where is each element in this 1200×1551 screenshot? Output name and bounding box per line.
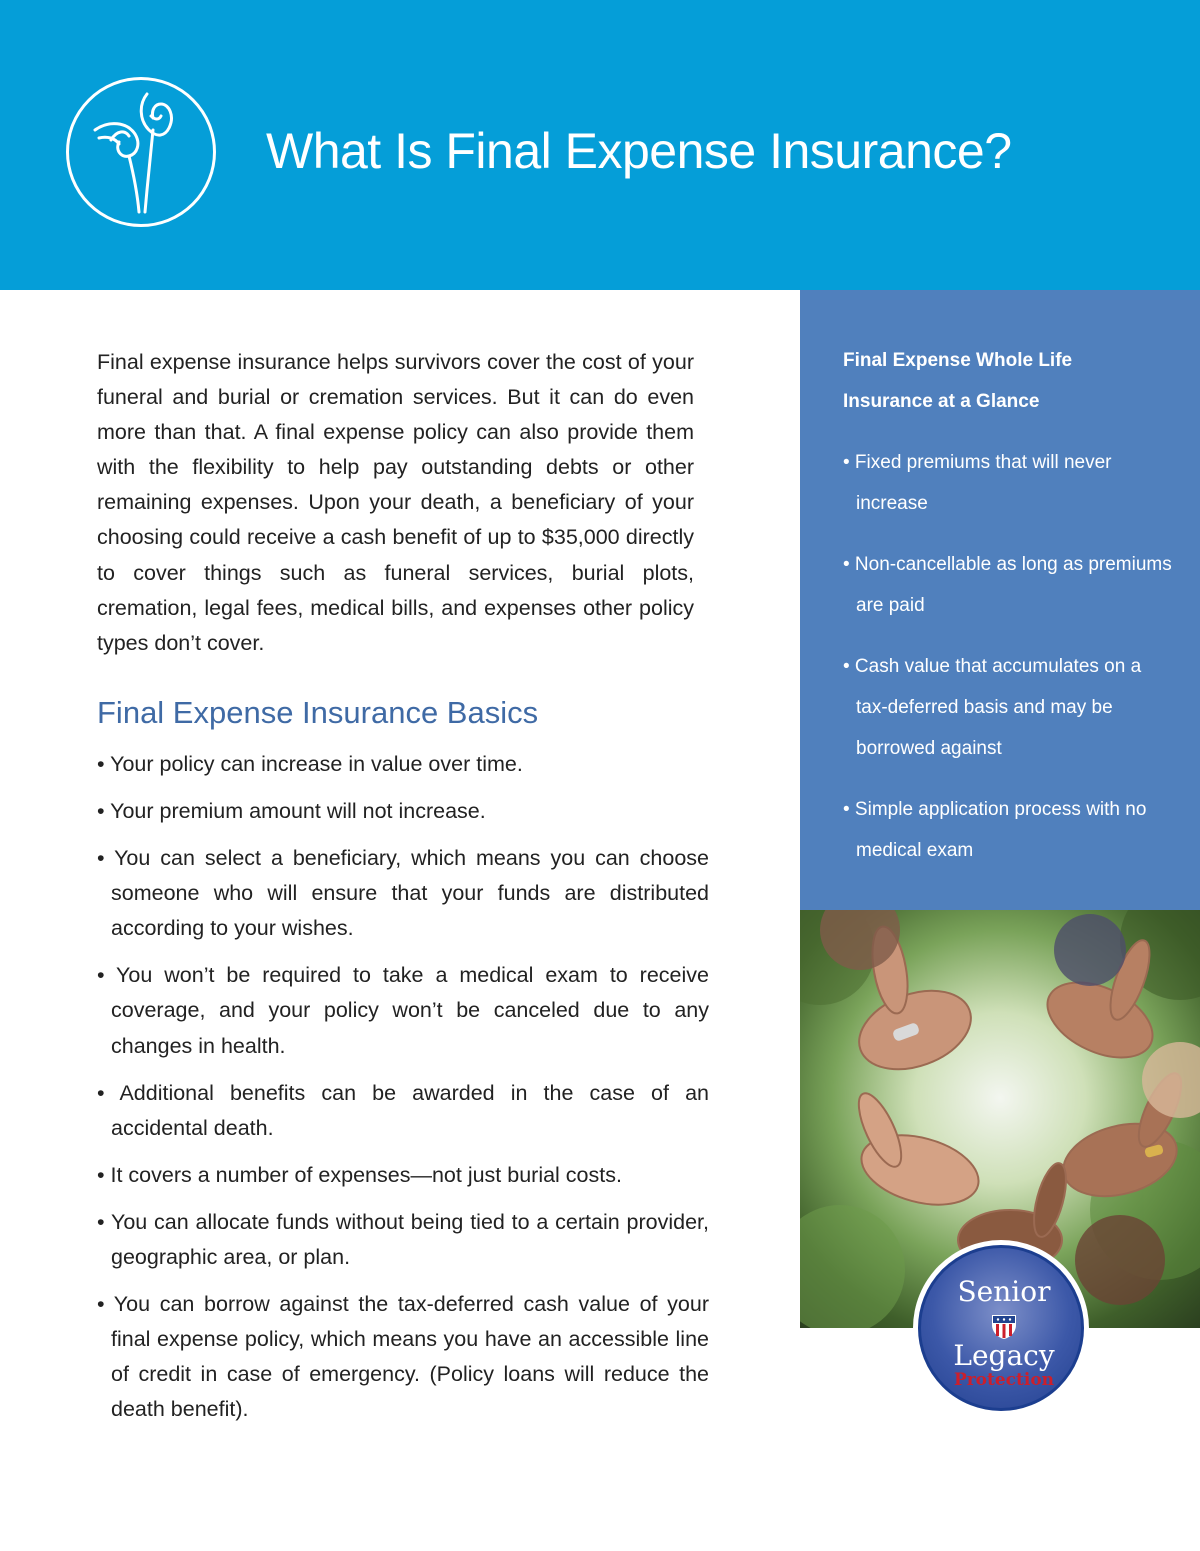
glance-item: • Simple application process with no medical exam: [843, 799, 1147, 861]
badge-line-legacy: Legacy: [953, 1339, 1055, 1372]
shield-icon: [991, 1312, 1017, 1340]
page-title: What Is Final Expense Insurance?: [266, 123, 1012, 179]
badge-line-protection: Protection: [953, 1370, 1055, 1390]
basics-heading: Final Expense Insurance Basics: [97, 694, 539, 730]
intro-paragraph: Final expense insurance helps survivors cover the cost of your funeral and burial or cremation services. But it can do even more than that. A final expense policy can also provide them with the flexibility to help pay outstanding debts or other remaining expenses. Upon your death, a beneficiary of your choosing could receive a cash benefit of up to $35,000 directly to cover things such as funeral services, burial plots, cremation, legal fees, medical bills, and expenses other policy types don’t cover.: [97, 350, 694, 655]
basics-item: • You can select a beneficiary, which means you can choose someone who will ensure that your funds are distributed according to your wishes.: [97, 846, 709, 941]
glance-item: • Fixed premiums that will never increase: [843, 452, 1112, 514]
badge-line-senior: Senior: [957, 1275, 1051, 1308]
basics-item: • Additional benefits can be awarded in the case of an accidental death.: [97, 1080, 709, 1140]
basics-item: • You won’t be required to take a medical exam to receive coverage, and your policy won’t be canceled due to any changes in health.: [97, 963, 709, 1058]
glance-item: • Cash value that accumulates on a tax-deferred basis and may be borrowed against: [843, 656, 1142, 759]
basics-item: • Your premium amount will not increase.: [97, 798, 486, 823]
main-content: [97, 345, 709, 1439]
glance-sidebar: [800, 290, 1200, 910]
senior-legacy-logo: [913, 1240, 1089, 1416]
sidebar-title: Final Expense Whole Life Insurance at a Glance: [843, 350, 1073, 412]
calla-lily-icon: [66, 77, 216, 227]
basics-list: [97, 747, 709, 1428]
glance-item: • Non-cancellable as long as premiums are paid: [843, 554, 1172, 616]
basics-item: • It covers a number of expenses—not just burial costs.: [97, 1162, 622, 1187]
basics-item: • You can allocate funds without being tied to a certain provider, geographic area, or plan.: [97, 1209, 709, 1269]
header-banner: [0, 0, 1200, 290]
basics-item: • You can borrow against the tax-deferred cash value of your final expense policy, which means you have an accessible line of credit in case of emergency. (Policy loans will reduce the death benefit).: [97, 1292, 709, 1422]
glance-list: [843, 442, 1173, 891]
basics-item: • Your policy can increase in value over time.: [97, 751, 523, 776]
